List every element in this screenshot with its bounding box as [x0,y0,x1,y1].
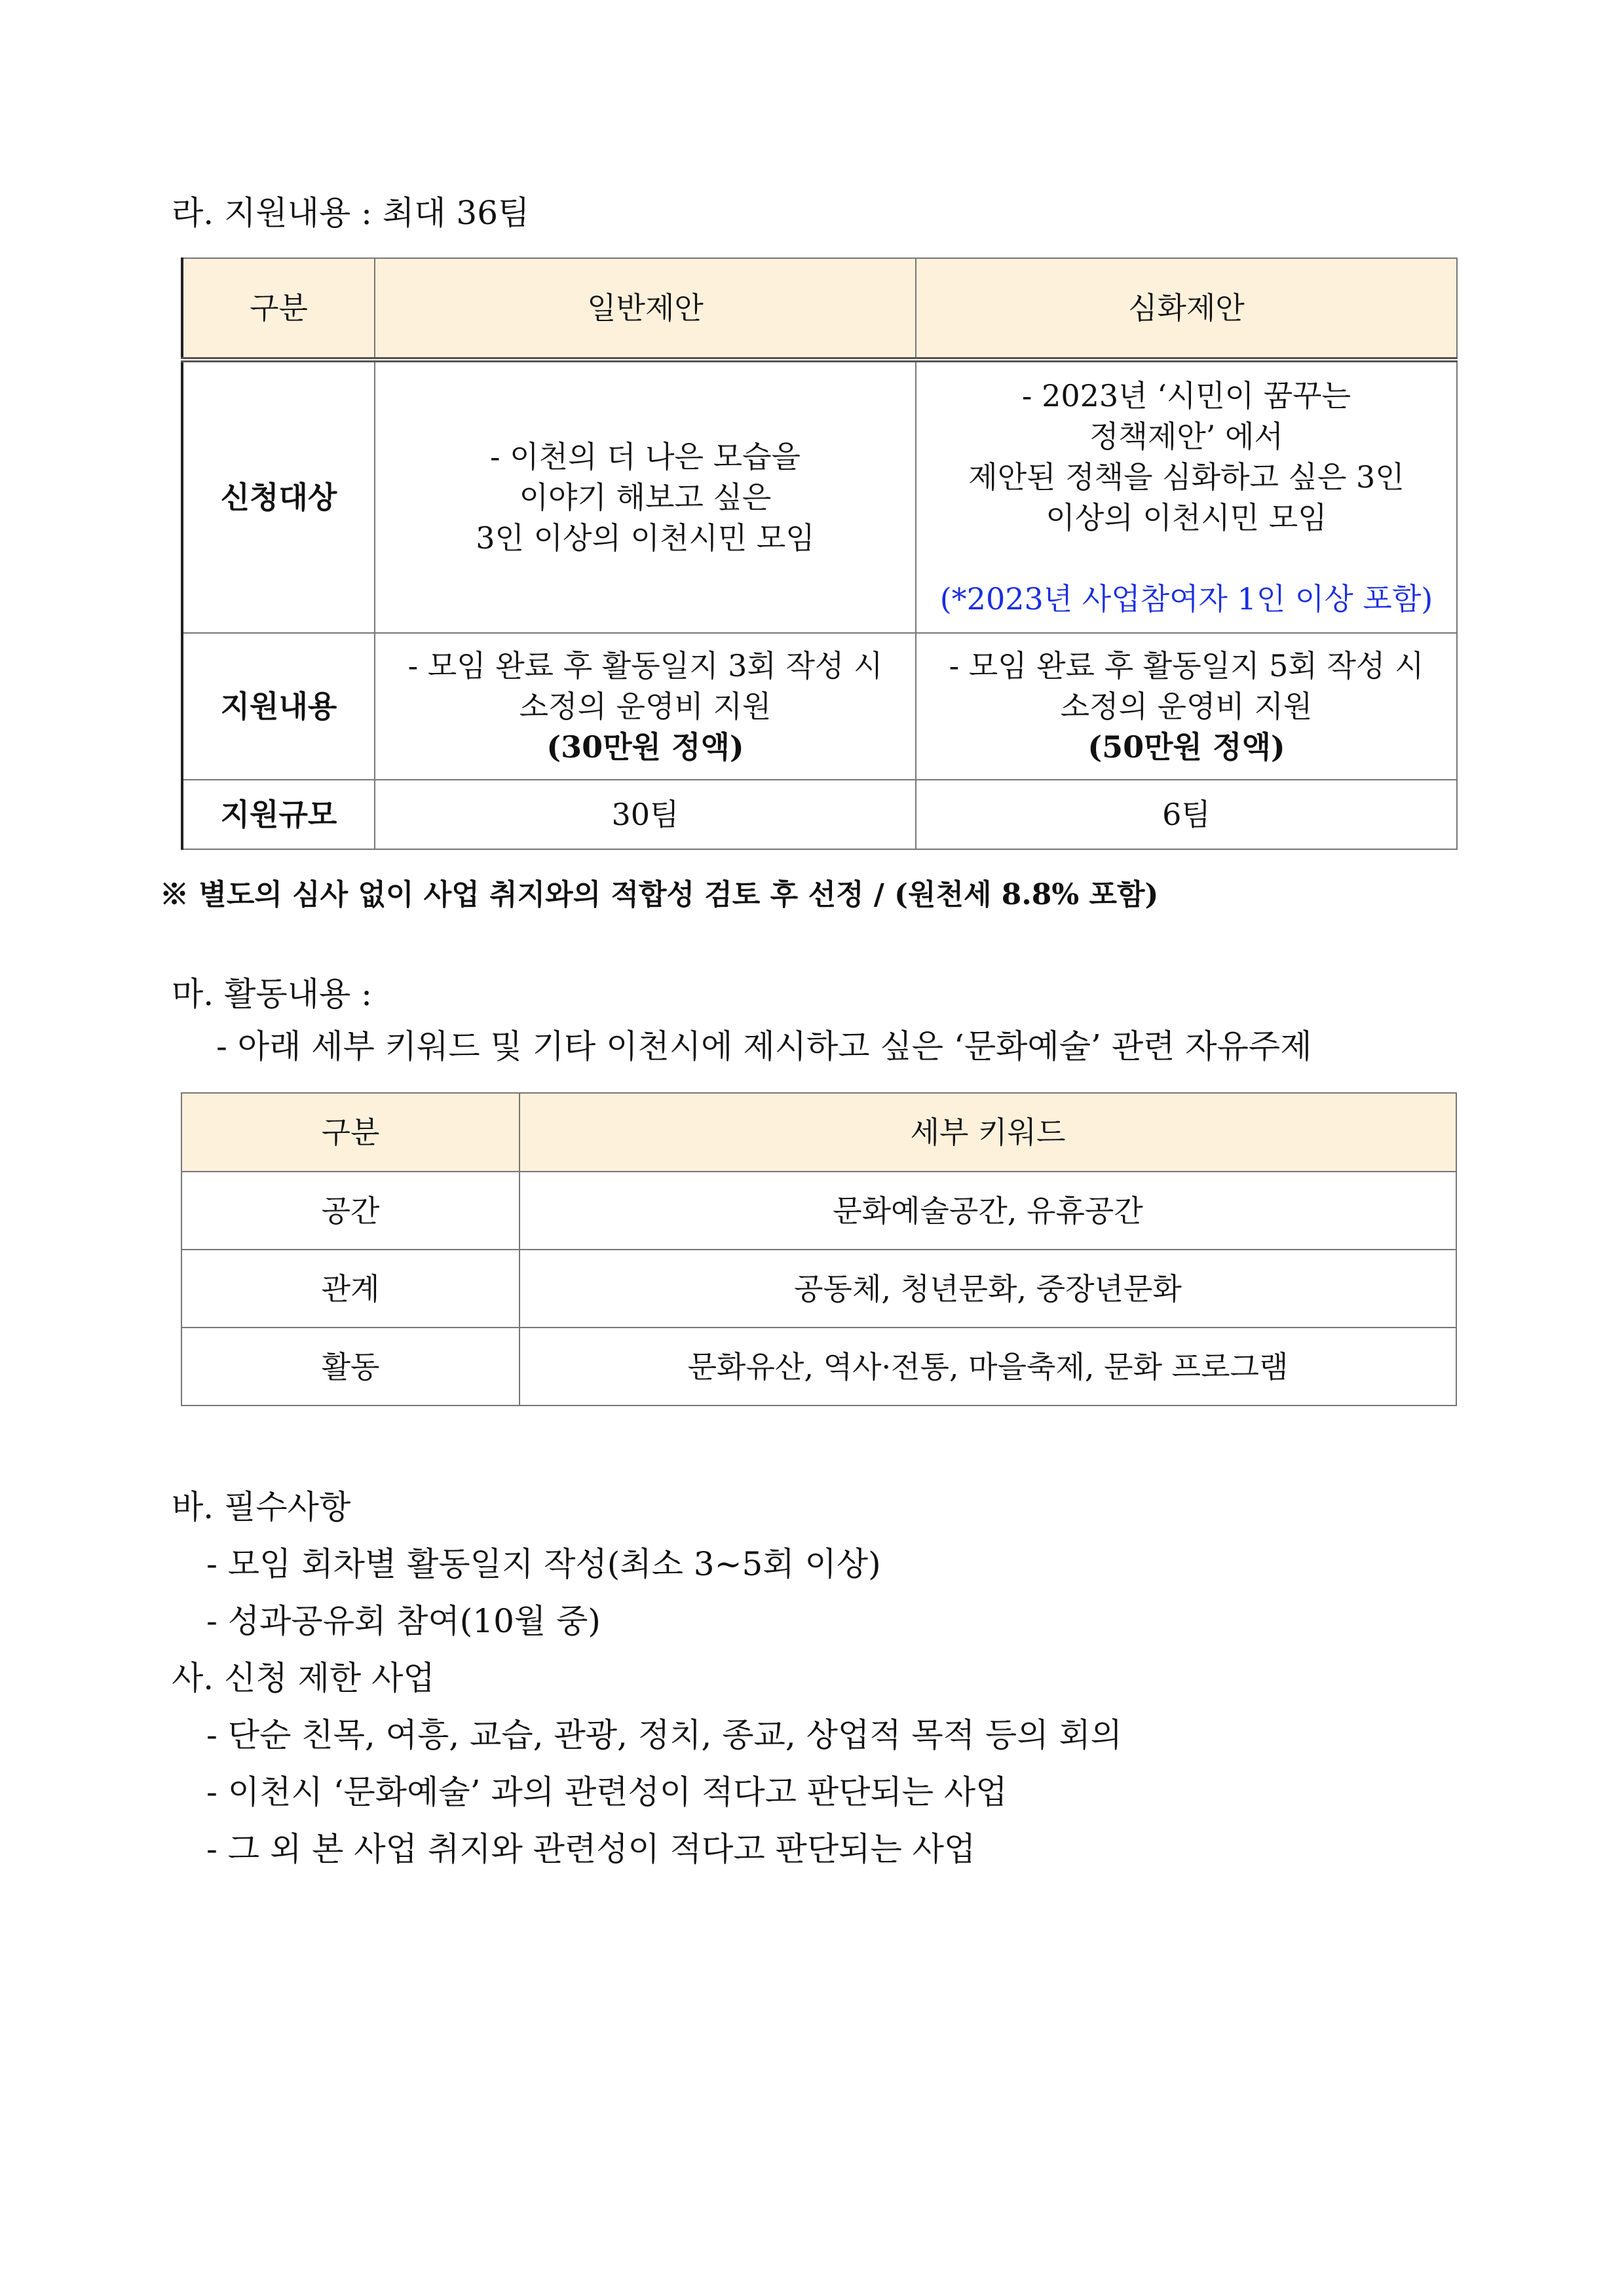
keyword-value: 문화유산, 역사·전통, 마을축제, 문화 프로그램 [519,1328,1456,1406]
scale-advanced-cell: 6팀 [916,780,1457,849]
cell-line: 제안된 정책을 심화하고 싶은 3인 [968,459,1405,495]
cell-line: 소정의 운영비 지원 [519,689,772,724]
header-general: 일반제안 [375,258,916,360]
table-row [182,360,1457,633]
table-row [181,1328,1456,1406]
cell-line: - 이천의 더 나은 모습을 [490,439,801,474]
header-advanced: 심화제안 [916,258,1457,360]
support-table-header [182,258,1457,360]
section-ma-title: 마. 활동내용 : [172,975,373,1013]
header-keywords: 세부 키워드 [519,1093,1456,1172]
participant-note: (*2023년 사업참여자 1인 이상 포함) [939,581,1433,617]
keyword-table [181,1092,1457,1406]
cell-line: - 2023년 ‘시민이 꿈꾸는 [1021,378,1351,413]
support-general-cell [375,633,916,780]
row-label-apply: 신청대상 [182,360,375,633]
table-row [181,1250,1456,1328]
header-category: 구분 [181,1093,519,1172]
keyword-label: 활동 [181,1328,519,1406]
row-label-scale: 지원규모 [182,780,375,849]
table-row [181,1172,1456,1250]
section-ra-title: 라. 지원내용 : 최대 36팀 [172,194,530,232]
list-item: - 성과공유회 참여(10월 중) [206,1602,601,1640]
apply-advanced-cell [916,360,1457,633]
selection-note: ※ 별도의 심사 없이 사업 취지와의 적합성 검토 후 선정 / (원천세 8.8% 포함) [160,878,1159,911]
cell-line: - 모임 완료 후 활동일지 3회 작성 시 [407,648,883,683]
cell-line-amount: (30만원 정액) [546,729,744,765]
cell-line: 소정의 운영비 지원 [1060,689,1313,724]
list-item: - 그 외 본 사업 취지와 관련성이 적다고 판단되는 사업 [206,1830,976,1868]
section-ba-title: 바. 필수사항 [172,1488,351,1526]
keyword-label: 공간 [181,1172,519,1250]
list-item: - 모임 회차별 활동일지 작성(최소 3~5회 이상) [206,1545,881,1583]
keyword-label: 관계 [181,1250,519,1328]
cell-line-amount: (50만원 정액) [1087,729,1285,765]
support-advanced-cell [916,633,1457,780]
table-row [182,780,1457,849]
section-sa-title: 사. 신청 제한 사업 [172,1659,435,1697]
keyword-value: 문화예술공간, 유휴공간 [519,1172,1456,1250]
keyword-value: 공동체, 청년문화, 중장년문화 [519,1250,1456,1328]
cell-line: - 모임 완료 후 활동일지 5회 작성 시 [949,648,1424,683]
cell-line: 이야기 해보고 싶은 [519,480,772,515]
row-label-support: 지원내용 [182,633,375,780]
list-item: - 단순 친목, 여흥, 교습, 관광, 정치, 종교, 상업적 목적 등의 회의 [206,1716,1122,1754]
scale-general-cell: 30팀 [375,780,916,849]
table-row [182,633,1457,780]
cell-line: 정책제안’ 에서 [1089,419,1283,454]
header-category: 구분 [182,258,375,360]
support-table [181,258,1458,850]
cell-line: 이상의 이천시민 모임 [1046,500,1327,535]
list-item: - 이천시 ‘문화예술’ 과의 관련성이 적다고 판단되는 사업 [206,1773,1008,1811]
cell-line: 3인 이상의 이천시민 모임 [476,520,815,556]
section-ma-desc: - 아래 세부 키워드 및 기타 이천시에 제시하고 싶은 ‘문화예술’ 관련 자유주제 [216,1027,1312,1065]
keyword-table-header [181,1093,1456,1172]
apply-general-cell [375,360,916,633]
